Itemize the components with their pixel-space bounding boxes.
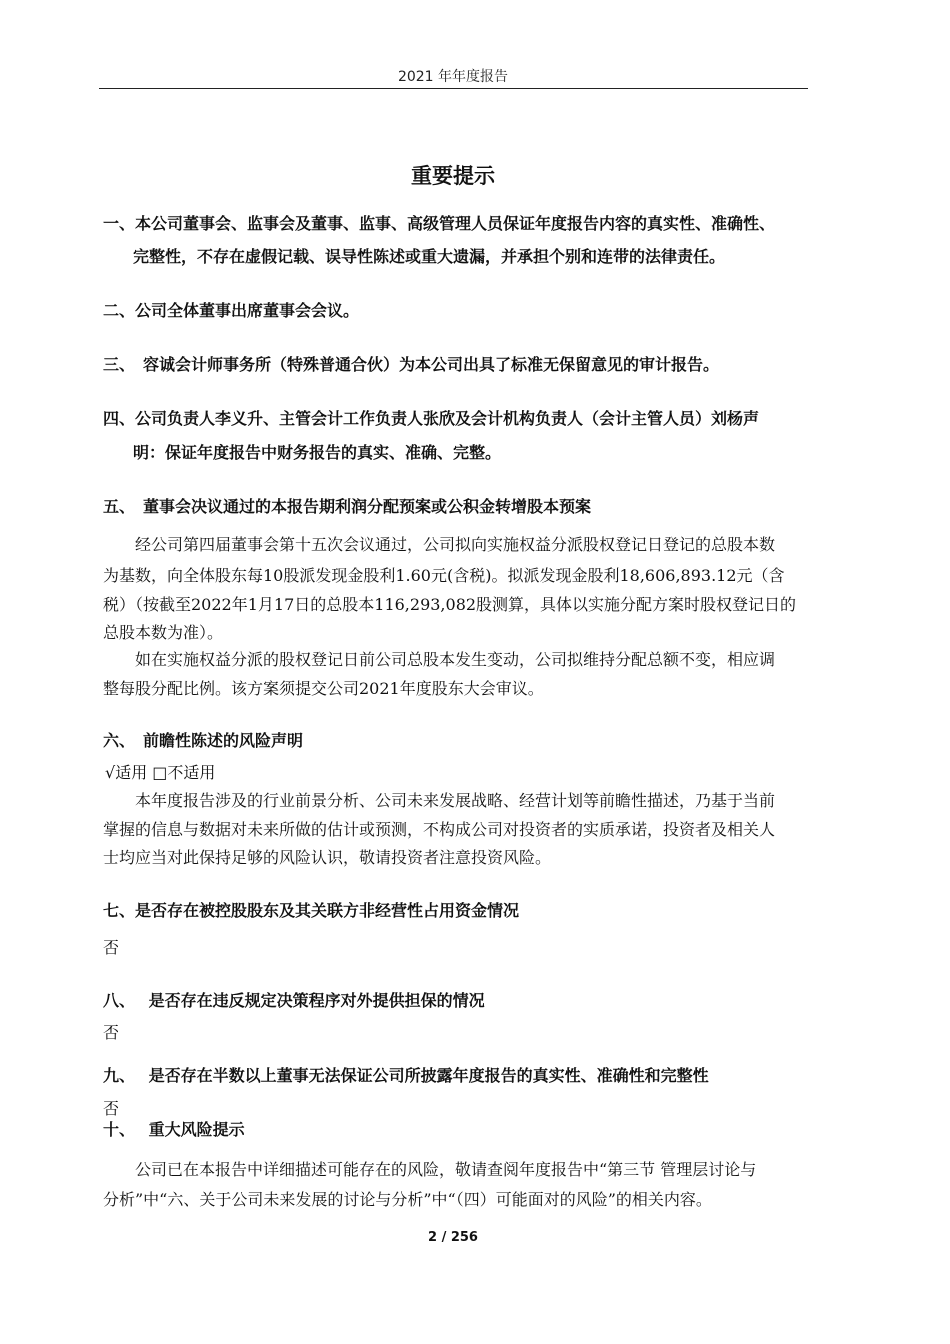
item-8-heading: 八、 是否存在违反规定决策程序对外提供担保的情况 [103,991,485,1010]
applicability-options: √适用 □不适用 [105,763,216,782]
header-rule [99,88,808,89]
page-number: 2 / 256 [428,1230,478,1245]
item-5-para-1-line-1: 经公司第四届董事会第十五次会议通过，公司拟向实施权益分派股权登记日登记的总股本数 [135,535,776,554]
item-9-answer: 否 [103,1099,120,1118]
running-header: 2021 年年度报告 [397,69,509,85]
item-3-heading: 三、 容诚会计师事务所（特殊普通合伙）为本公司出具了标准无保留意见的审计报告。 [103,355,720,374]
item-6-heading: 六、 前瞻性陈述的风险声明 [103,731,304,750]
item-5-para-1-line-2: 为基数，向全体股东每10股派发现金股利1.60元(含税)。拟派发现金股利18,606,893.12元（含 [103,566,785,585]
item-2-heading: 二、公司全体董事出席董事会会议。 [103,301,360,320]
item-5-para-2-line-1: 如在实施权益分派的股权登记日前公司总股本发生变动，公司拟维持分配总额不变，相应调 [135,650,776,669]
item-4-line-2: 明：保证年度报告中财务报告的真实、准确、完整。 [133,443,502,462]
item-8-answer: 否 [103,1023,120,1042]
page-title: 重要提示 [411,164,495,188]
item-6-para-line-2: 掌握的信息与数据对未来所做的估计或预测，不构成公司对投资者的实质承诺，投资者及相关人 [103,820,776,839]
item-10-para-line-2: 分析”中“六、关于公司未来发展的讨论与分析”中“（四）可能面对的风险”的相关内容。 [103,1190,712,1209]
item-7-heading: 七、是否存在被控股股东及其关联方非经营性占用资金情况 [103,901,520,920]
item-1-line-2: 完整性，不存在虚假记载、误导性陈述或重大遗漏，并承担个别和连带的法律责任。 [133,247,726,266]
item-5-para-2-line-2: 整每股分配比例。该方案须提交公司2021年度股东大会审议。 [103,679,544,698]
item-10-heading: 十、 重大风险提示 [103,1120,245,1139]
item-5-para-1-line-4: 总股本数为准）。 [103,623,224,642]
item-6-para-line-1: 本年度报告涉及的行业前景分析、公司未来发展战略、经营计划等前瞻性描述，乃基于当前 [135,791,776,810]
item-9-heading: 九、 是否存在半数以上董事无法保证公司所披露年度报告的真实性、准确性和完整性 [103,1066,709,1085]
item-5-heading: 五、 董事会决议通过的本报告期利润分配预案或公积金转增股本预案 [103,497,592,516]
item-6-para-line-3: 士均应当对此保持足够的风险认识，敬请投资者注意投资风险。 [103,848,552,867]
item-7-answer: 否 [103,938,120,957]
item-10-para-line-1: 公司已在本报告中详细描述可能存在的风险，敬请查阅年度报告中“第三节 管理层讨论与 [135,1160,757,1179]
item-5-para-1-line-3: 税）（按截至2022年1月17日的总股本116,293,082股测算，具体以实施分配方案时股权登记日的 [103,595,797,614]
item-4-line-1: 四、公司负责人李义升、主管会计工作负责人张欣及会计机构负责人（会计主管人员）刘杨声 [103,409,760,428]
item-1-line-1: 一、本公司董事会、监事会及董事、监事、高级管理人员保证年度报告内容的真实性、准确性、 [103,214,776,233]
